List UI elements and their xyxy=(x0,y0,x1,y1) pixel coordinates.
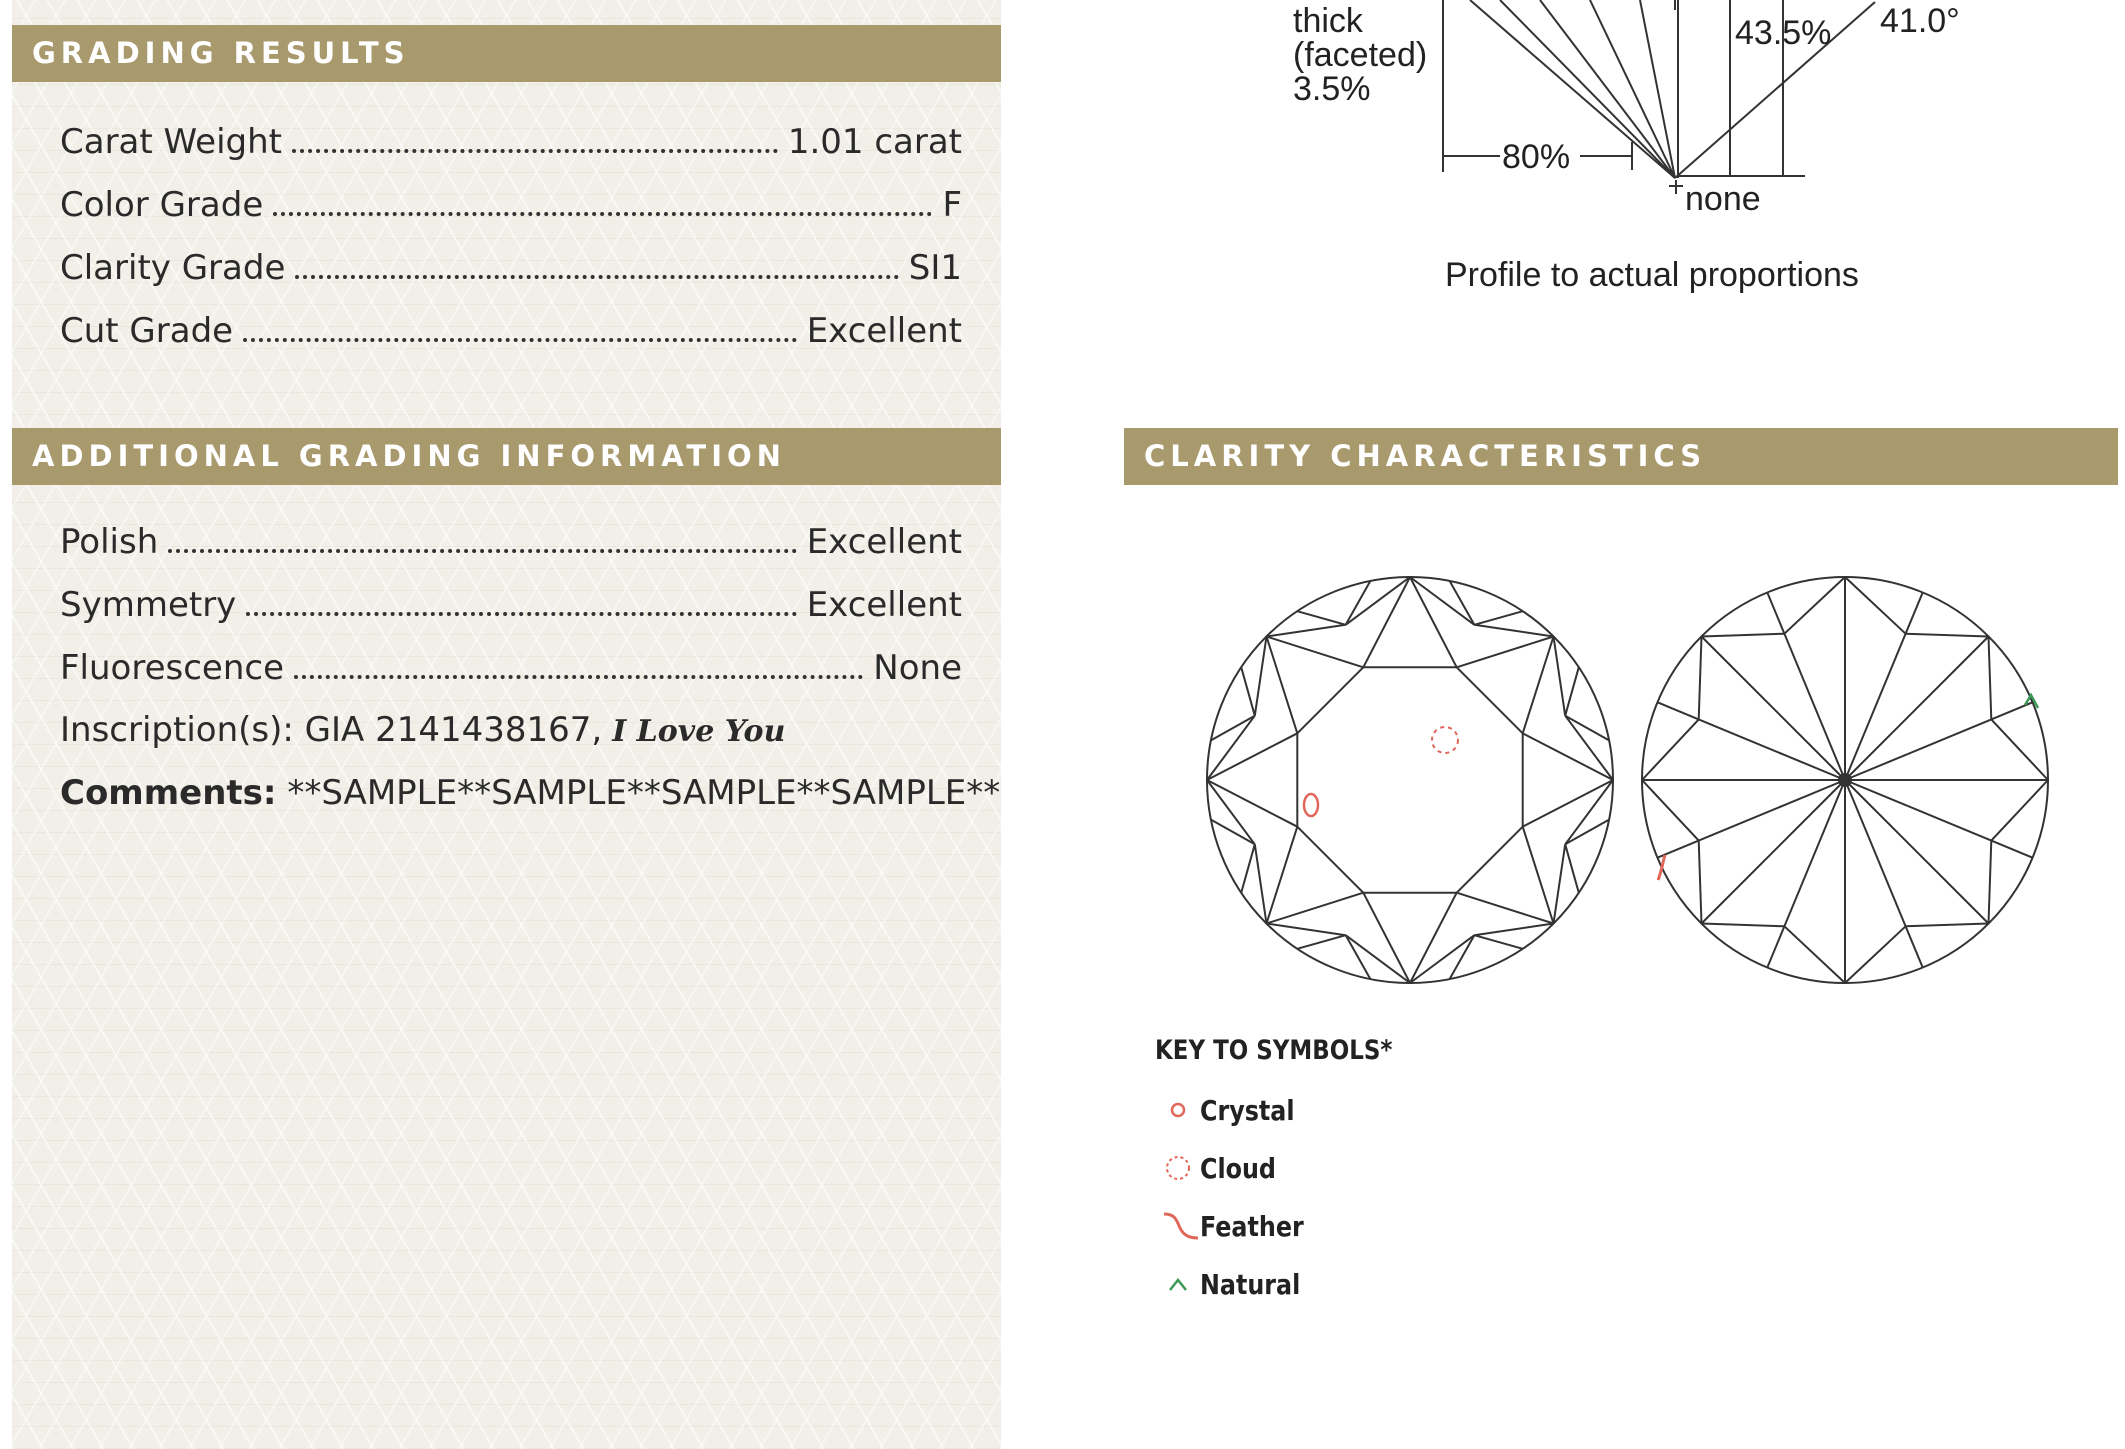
key-feather xyxy=(1160,1206,1322,1246)
row-value: Excellent xyxy=(806,522,962,562)
additional-info-header: ADDITIONAL GRADING INFORMATION xyxy=(12,428,1001,485)
row-label: Fluorescence xyxy=(60,648,284,688)
lower-half-label: 80% xyxy=(1502,138,1571,176)
row-label: Carat Weight xyxy=(60,122,282,162)
girdle-line: thick xyxy=(1293,2,1363,40)
dot-leader xyxy=(168,549,796,553)
key-natural xyxy=(1160,1264,1318,1304)
row-value: 1.01 carat xyxy=(787,122,962,162)
row-label: Symmetry xyxy=(60,585,237,625)
girdle-line: 3.5% xyxy=(1293,70,1371,108)
row-value: SI1 xyxy=(908,248,962,288)
row-label: Clarity Grade xyxy=(60,248,286,288)
row-value: Excellent xyxy=(806,311,962,351)
key-crystal xyxy=(1160,1090,1311,1130)
crown-plot xyxy=(1195,570,1625,990)
girdle-label xyxy=(1293,4,1427,106)
cloud-icon xyxy=(1160,1148,1200,1188)
crystal-icon xyxy=(1160,1090,1200,1130)
symmetry-row xyxy=(60,575,962,625)
feather-mark xyxy=(1658,855,1665,880)
pavilion-angle-label: 41.0° xyxy=(1880,2,1960,40)
profile-caption: Profile to actual proportions xyxy=(1445,256,1859,294)
dot-leader xyxy=(294,675,863,679)
clarity-characteristics-header: CLARITY CHARACTERISTICS xyxy=(1124,428,2118,485)
inscription-label: Inscription(s): GIA 2141438167, xyxy=(60,710,603,750)
key-cloud xyxy=(1160,1148,1289,1188)
key-label: Cloud xyxy=(1200,1151,1276,1185)
comments-line xyxy=(60,773,1000,813)
key-to-symbols-title: KEY TO SYMBOLS* xyxy=(1155,1035,1393,1066)
row-value: None xyxy=(873,648,962,688)
cut-grade-row xyxy=(60,301,962,351)
row-label: Cut Grade xyxy=(60,311,234,351)
row-label: Color Grade xyxy=(60,185,264,225)
row-label: Polish xyxy=(60,522,159,562)
feather-icon xyxy=(1160,1206,1200,1246)
crystal-mark xyxy=(1304,794,1318,816)
cloud-mark xyxy=(1432,727,1458,753)
comments-value: **SAMPLE**SAMPLE**SAMPLE**SAMPLE** xyxy=(287,773,1001,813)
inscription-script: I Love You xyxy=(612,714,786,749)
key-label: Natural xyxy=(1200,1267,1301,1301)
culet-label: none xyxy=(1685,180,1761,218)
grading-results-header: GRADING RESULTS xyxy=(12,25,1001,82)
natural-icon xyxy=(1160,1264,1200,1304)
row-value: F xyxy=(942,185,962,225)
inscription-line xyxy=(60,710,785,750)
dot-leader xyxy=(243,338,797,342)
dot-leader xyxy=(246,612,796,616)
row-value: Excellent xyxy=(806,585,962,625)
polish-row xyxy=(60,512,962,562)
fluorescence-row xyxy=(60,638,962,688)
key-label: Crystal xyxy=(1200,1093,1295,1127)
comments-label: Comments: xyxy=(60,773,277,813)
girdle-line: (faceted) xyxy=(1293,36,1428,74)
pavilion-depth-label: 43.5% xyxy=(1735,14,1832,52)
key-label: Feather xyxy=(1200,1209,1304,1243)
pavilion-plot xyxy=(1630,570,2060,990)
